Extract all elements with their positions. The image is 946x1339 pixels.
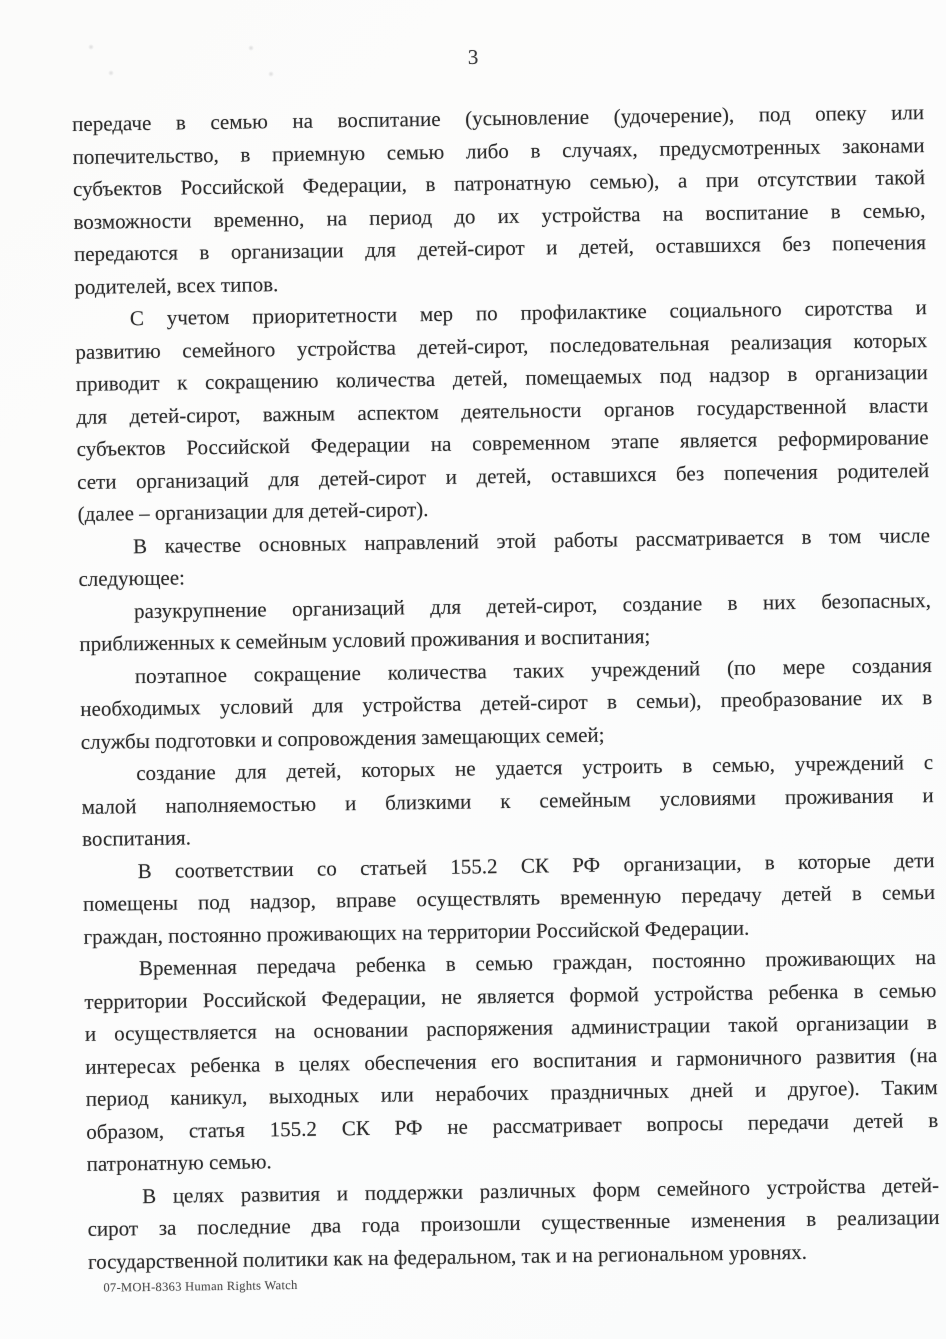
text-line: граждан, постоянно проживающих на территории Российской Федерации. xyxy=(83,915,750,949)
text-line: С учетом приоритетности мер по профилактике социального сиротства и xyxy=(129,295,927,331)
text-line: помещены под надзор, вправе осуществлять временную передачу детей в семьи xyxy=(82,880,936,916)
text-line: передаются в организации для детей-сирот и детей, оставшихся без попечения xyxy=(73,230,927,266)
text-line: субъектов Российской Федерации на современном этапе является реформирование xyxy=(76,425,929,461)
text-line: территории Российской Федерации, не является формой устройства ребенка в семью xyxy=(84,977,937,1014)
text-line: приближенных к семейным условий проживания и воспитания; xyxy=(79,623,651,656)
text-line: образом, статья 155.2 СК РФ не рассматривает вопросы передачи детей в xyxy=(86,1107,939,1144)
bates-stamp: 07-MOH-8363 Human Rights Watch xyxy=(103,1277,298,1295)
text-line: малой наполняемостью и близкими к семейным условиями проживания и xyxy=(81,782,934,819)
text-line: попечительство, в приемную семью либо в случаях, предусмотренных законами xyxy=(72,132,925,169)
text-line: субъектов Российской Федерации, в патронатную семью), а при отсутствии такой xyxy=(72,165,926,201)
page-number: 3 xyxy=(467,44,479,70)
text-line: развитию семейного устройства детей-сирот, последовательная реализация которых xyxy=(75,327,928,364)
text-line: приводит к сокращению количества детей, помещаемых под надзор в организации xyxy=(75,360,928,396)
text-line: и осуществляется на основании распоряжения администрации такой организации в xyxy=(84,1010,937,1046)
text-line: для детей-сирот, важным аспектом деятельности органов государственной власти xyxy=(76,392,929,429)
text-line: (далее – организации для детей-сирот). xyxy=(77,497,429,526)
paragraph xyxy=(81,746,934,855)
text-line: возможности временно, на период до их устройства на воспитание в семью, xyxy=(73,197,926,234)
paragraph xyxy=(80,649,933,758)
document-body xyxy=(72,96,940,1278)
text-line: родителей, всех типов. xyxy=(74,271,279,299)
text-line: передаче в семью на воспитание (усыновление (удочерение), под опеку или xyxy=(71,100,925,137)
paragraph xyxy=(84,941,939,1180)
text-line: государственной политики как на федеральном, так и на региональном уровнях. xyxy=(87,1239,808,1274)
text-line: поэтапное сокращение количества таких учреждений (по мере создания xyxy=(134,652,932,688)
text-line: сети организаций для детей-сирот и детей, оставшихся без попечения родителей xyxy=(76,457,930,494)
paragraph xyxy=(75,291,930,530)
document-content xyxy=(72,96,941,1296)
text-line: В целях развития и поддержки различных форм семейного устройства детей- xyxy=(141,1172,940,1208)
paragraph xyxy=(79,584,932,661)
paragraph xyxy=(82,844,935,953)
text-line: следующее: xyxy=(78,565,186,591)
text-line: В соответствии со статьей 155.2 СК РФ организации, в которые дети xyxy=(137,847,935,883)
text-line: необходимых условий для устройства детей-сирот в семьи), преобразование их в xyxy=(80,685,933,721)
paragraph xyxy=(78,519,931,596)
text-line: период каникул, выходных или нерабочих праздничных дней и другое). Таким xyxy=(85,1075,938,1111)
text-line: интересах ребенка в целях обеспечения его воспитания и гармоничного развития (на xyxy=(85,1042,938,1079)
text-line: создание для детей, которых не удается устроить в семью, учреждений с xyxy=(136,750,934,786)
text-line: воспитания. xyxy=(81,825,192,851)
text-line: разукрупнение организаций для детей-сирот, создание в них безопасных, xyxy=(133,587,932,623)
text-line: патронатную семью. xyxy=(86,1149,272,1176)
text-line: службы подготовки и сопровождения замещающих семей; xyxy=(80,722,605,754)
text-line: В качестве основных направлений этой работы рассматривается в том числе xyxy=(132,522,931,558)
text-line: сирот за последние два года произошли существенные изменения в реализации xyxy=(87,1205,940,1241)
text-line: Временная передача ребенка в семью граждан, постоянно проживающих на xyxy=(138,945,937,981)
paragraph xyxy=(72,96,927,303)
paragraph xyxy=(87,1169,940,1278)
